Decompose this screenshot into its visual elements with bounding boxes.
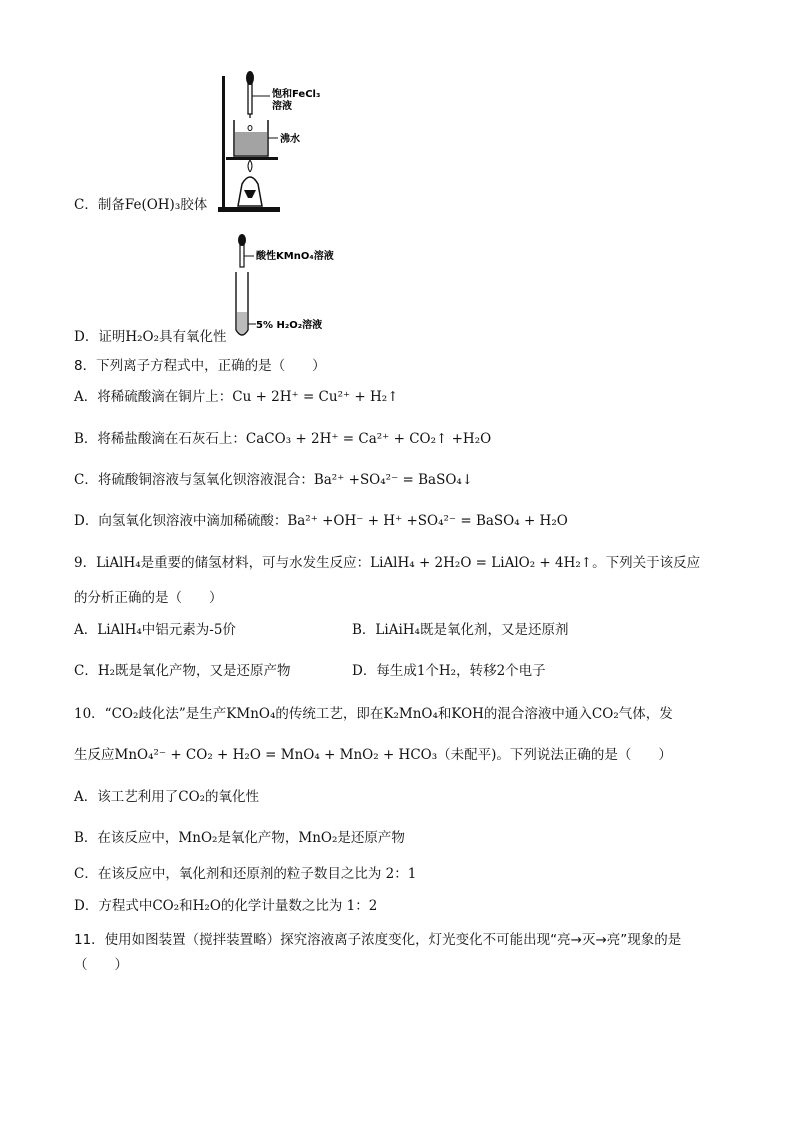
option-8c: C．将硫酸铜溶液与氢氧化钡溶液混合：Ba²⁺ +SO₄²⁻ = BaSO₄↓ (74, 472, 474, 488)
question-8: 8．下列离子方程式中，正确的是（ ） (74, 358, 326, 374)
option-9a: A．LiAlH₄中铝元素为-5价 (74, 622, 236, 638)
question-10-cont: 生反应MnO₄²⁻ + CO₂ + H₂O = MnO₄ + MnO₂ + HCO₃（未配平)。下列说法正确的是（ ） (74, 747, 672, 763)
question-9: 9．LiAlH₄是重要的储氢材料，可与水发生反应：LiAlH₄ + 2H₂O = LiAlO₂ + 4H₂↑。下列关于该反应 (74, 555, 701, 571)
question-11-cont: （ ） (74, 957, 128, 973)
option-8d: D．向氢氧化钡溶液中滴加稀硫酸：Ba²⁺ +OH⁻ + H⁺ +SO₄²⁻ = BaSO₄ + H₂O (74, 513, 568, 529)
water-label: 沸水 (280, 134, 300, 145)
option-10d: D．方程式中CO₂和H₂O的化学计量数之比为 1：2 (74, 898, 378, 914)
option-7c: C．制备Fe(OH)₃胶体 (74, 197, 208, 213)
fe-oh3-apparatus-figure (218, 66, 348, 214)
option-9c: C．H₂既是氧化产物，又是还原产物 (74, 663, 291, 679)
option-10b: B．在该反应中，MnO₂是氧化产物，MnO₂是还原产物 (74, 830, 405, 846)
option-7d: D．证明H₂O₂具有氧化性 (74, 329, 227, 345)
option-8a: A．将稀硫酸滴在铜片上：Cu + 2H⁺ = Cu²⁺ + H₂↑ (74, 389, 399, 405)
kmno4-label: 酸性KMnO₄溶液 (256, 251, 334, 262)
question-9-cont: 的分析正确的是（ ） (74, 590, 223, 606)
option-8b: B．将稀盐酸滴在石灰石上：CaCO₃ + 2H⁺ = Ca²⁺ + CO₂↑ +H₂O (74, 431, 492, 447)
option-10a: A．该工艺利用了CO₂的氧化性 (74, 789, 260, 805)
option-9b: B．LiAiH₄既是氧化剂，又是还原剂 (352, 622, 569, 638)
option-9d: D．每生成1个H₂，转移2个电子 (352, 663, 546, 679)
h2o2-test-tube-figure (232, 232, 352, 344)
reagent-label: 饱和FeCl₃ (272, 89, 321, 100)
reagent-label-2: 溶液 (272, 101, 292, 112)
option-10c: C．在该反应中，氧化剂和还原剂的粒子数目之比为 2：1 (74, 866, 417, 882)
question-11: 11．使用如图装置（搅拌装置略）探究溶液离子浓度变化，灯光变化不可能出现“亮→灭→亮”现象的是 (74, 932, 682, 948)
question-10: 10．“CO₂歧化法”是生产KMnO₄的传统工艺，即在K₂MnO₄和KOH的混合溶液中通入CO₂气体，发 (74, 706, 673, 722)
h2o2-label: 5% H₂O₂溶液 (256, 320, 323, 331)
